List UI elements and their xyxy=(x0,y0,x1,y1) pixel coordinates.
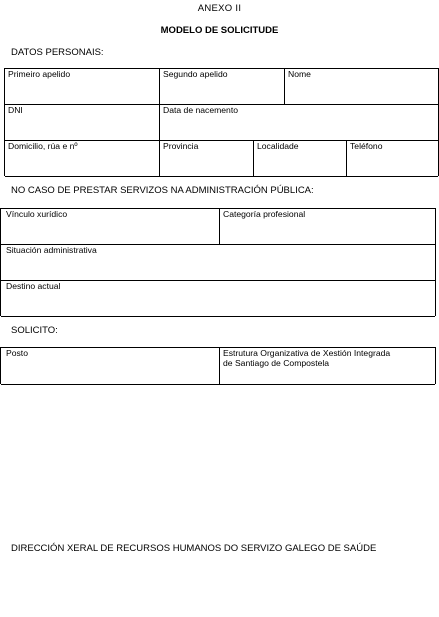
table-row xyxy=(1,209,435,245)
public-admin-heading: NO CASO DE PRESTAR SERVIZOS NA ADMINISTRACIÓN PÚBLICA: xyxy=(11,185,314,196)
birth-date-field[interactable] xyxy=(159,105,438,140)
structure-label-line2: de Santiago de Compostela xyxy=(223,358,330,368)
structure-field[interactable] xyxy=(219,348,435,384)
province-field[interactable] xyxy=(159,141,253,176)
first-surname-field[interactable] xyxy=(5,69,159,104)
dni-field[interactable] xyxy=(5,105,159,140)
birth-date-label: Data de nacemento xyxy=(163,105,239,115)
current-destination-field[interactable] xyxy=(3,281,435,316)
address-label: Domicilio, rúa e nº xyxy=(8,141,78,151)
personal-data-table xyxy=(4,68,439,176)
professional-category-field[interactable] xyxy=(219,209,435,244)
current-destination-label: Destino actual xyxy=(6,281,61,291)
professional-category-label: Categoría profesional xyxy=(223,209,306,219)
legal-link-label: Vínculo xurídico xyxy=(6,209,68,219)
province-label: Provincia xyxy=(163,141,199,151)
administrative-situation-label: Situación administrativa xyxy=(6,245,97,255)
table-row xyxy=(1,348,435,385)
phone-label: Teléfono xyxy=(350,141,383,151)
post-field[interactable] xyxy=(3,348,219,384)
locality-label: Localidade xyxy=(257,141,299,151)
administrative-situation-field[interactable] xyxy=(3,245,435,280)
name-label: Nome xyxy=(288,69,311,79)
table-row xyxy=(5,105,438,141)
public-admin-table xyxy=(0,208,436,316)
personal-data-heading: DATOS PERSONAIS: xyxy=(11,47,104,58)
annex-label: ANEXO II xyxy=(197,3,242,14)
address-field[interactable] xyxy=(5,141,159,176)
request-table xyxy=(0,347,436,384)
dni-label: DNI xyxy=(8,105,23,115)
post-label: Posto xyxy=(6,348,28,358)
second-surname-field[interactable] xyxy=(159,69,284,104)
name-field[interactable] xyxy=(284,69,438,104)
table-row xyxy=(1,245,435,281)
second-surname-label: Segundo apelido xyxy=(163,69,228,79)
structure-label-line1: Estrutura Organizativa de Xestión Integrada xyxy=(223,348,391,358)
request-heading: SOLICITO: xyxy=(11,325,58,336)
first-surname-label: Primeiro apelido xyxy=(8,69,71,79)
locality-field[interactable] xyxy=(253,141,346,176)
phone-field[interactable] xyxy=(346,141,438,176)
table-row xyxy=(5,69,438,105)
table-row xyxy=(5,141,438,177)
table-row xyxy=(1,281,435,317)
form-title: MODELO DE SOLICITUDE xyxy=(160,25,279,36)
legal-link-field[interactable] xyxy=(3,209,219,244)
addressee-footer: DIRECCIÓN XERAL DE RECURSOS HUMANOS DO SERVIZO GALEGO DE SAÚDE xyxy=(11,543,377,554)
